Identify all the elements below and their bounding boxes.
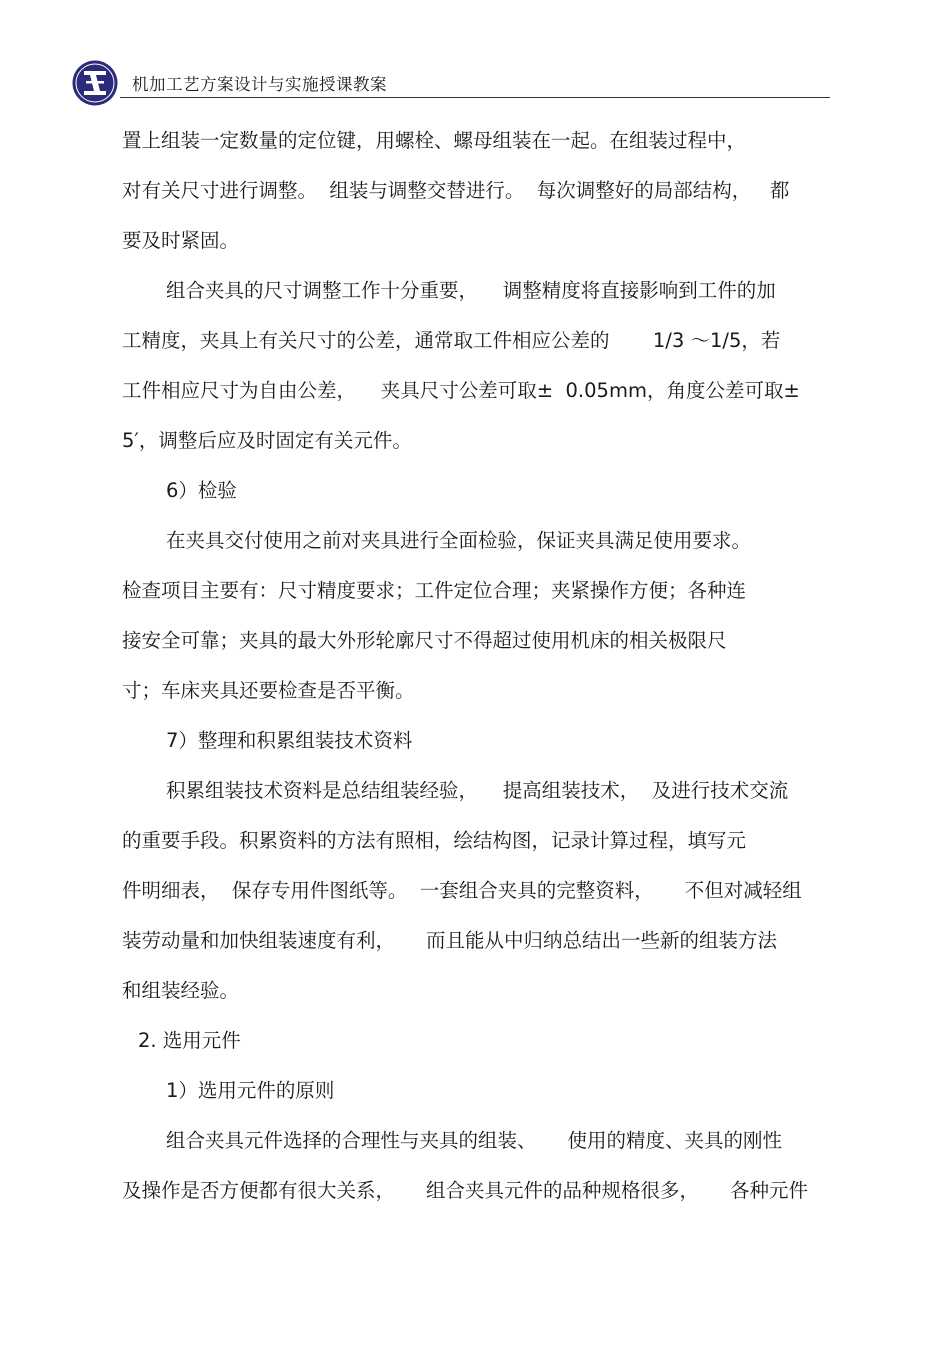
text-line: 在夹具交付使用之前对夹具进行全面检验，保证夹具满足使用要求。 xyxy=(166,529,752,552)
header-rule xyxy=(120,97,830,98)
school-emblem-icon xyxy=(72,60,118,106)
section-heading: 7）整理和积累组装技术资料 xyxy=(166,729,413,752)
text-line: 5′，调整后应及时固定有关元件。 xyxy=(122,429,412,452)
text-line: 工精度，夹具上有关尺寸的公差，通常取工件相应公差的 1/3 ～1/5，若 xyxy=(122,329,781,352)
header-title: 机加工艺方案设计与实施授课教案 xyxy=(132,75,387,94)
section-heading: 1）选用元件的原则 xyxy=(166,1079,335,1102)
section-heading: 6）检验 xyxy=(166,479,237,502)
text-line: 装劳动量和加快组装速度有利， 而且能从中归纳总结出一些新的组装方法 xyxy=(122,929,777,952)
text-line: 寸；车床夹具还要检查是否平衡。 xyxy=(122,679,415,702)
text-line: 组合夹具元件选择的合理性与夹具的组装、 使用的精度、夹具的刚性 xyxy=(166,1129,782,1152)
page-header xyxy=(72,60,830,106)
text-line: 积累组装技术资料是总结组装经验， 提高组装技术， 及进行技术交流 xyxy=(166,779,789,802)
text-line: 的重要手段。积累资料的方法有照相，绘结构图，记录计算过程，填写元 xyxy=(122,829,747,852)
section-heading: 2. 选用元件 xyxy=(138,1029,241,1052)
text-line: 置上组装一定数量的定位键，用螺栓、螺母组装在一起。在组装过程中， xyxy=(122,129,747,152)
text-line: 组合夹具的尺寸调整工作十分重要， 调整精度将直接影响到工件的加 xyxy=(166,279,776,302)
text-line: 接安全可靠；夹具的最大外形轮廓尺寸不得超过使用机床的相关极限尺 xyxy=(122,629,727,652)
text-line: 要及时紧固。 xyxy=(122,229,240,252)
text-line: 及操作是否方便都有很大关系， 组合夹具元件的品种规格很多， 各种元件 xyxy=(122,1179,808,1202)
text-line: 检查项目主要有：尺寸精度要求；工件定位合理；夹紧操作方便；各种连 xyxy=(122,579,747,602)
text-line: 和组装经验。 xyxy=(122,979,240,1002)
text-line: 件明细表， 保存专用件图纸等。 一套组合夹具的完整资料， 不但对减轻组 xyxy=(122,879,802,902)
text-line: 工件相应尺寸为自由公差， 夹具尺寸公差可取± 0.05mm，角度公差可取± xyxy=(122,379,800,402)
text-line: 对有关尺寸进行调整。 组装与调整交替进行。 每次调整好的局部结构， 都 xyxy=(122,179,790,202)
